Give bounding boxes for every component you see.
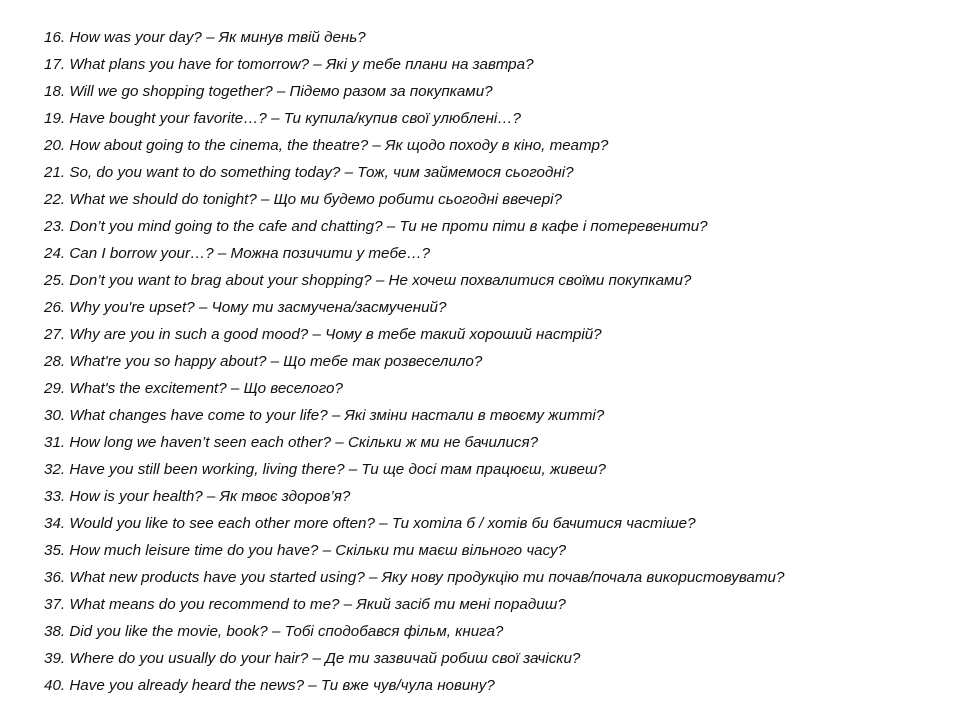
phrase-item-27: 27. Why are you in such a good mood? – Чому в тебе такий хороший настрій? [44,326,602,343]
phrase-item-20: 20. How about going to the cinema, the theatre? – Як щодо походу в кіно, театр? [44,137,609,154]
phrase-item-25: 25. Don’t you want to brag about your shopping? – Не хочеш похвалитися своїми покупками? [44,272,692,289]
phrase-item-22: 22. What we should do tonight? – Що ми будемо робити сьогодні ввечері? [44,191,562,208]
phrase-page [44,24,944,699]
phrase-item-32: 32. Have you still been working, living there? – Ти ще досі там працюєш, живеш? [44,461,606,478]
phrase-item-17: 17. What plans you have for tomorrow? – Які у тебе плани на завтра? [44,56,534,73]
phrase-item-39: 39. Where do you usually do your hair? – Де ти зазвичай робиш свої зачіски? [44,650,581,667]
phrase-item-28: 28. What're you so happy about? – Що тебе так розвеселило? [44,353,483,370]
phrase-item-24: 24. Can I borrow your…? – Можна позичити у тебе…? [44,245,431,262]
phrase-item-37: 37. What means do you recommend to me? – Який засіб ти мені порадиш? [44,596,566,613]
phrase-item-21: 21. So, do you want to do something today? – Тож, чим займемося сьогодні? [44,164,574,181]
phrase-item-36: 36. What new products have you started using? – Яку нову продукцію ти почав/почала використовувати? [44,569,785,586]
phrase-item-33: 33. How is your health? – Як твоє здоров’я? [44,488,351,505]
phrase-item-35: 35. How much leisure time do you have? – Скільки ти маєш вільного часу? [44,542,567,559]
phrase-item-29: 29. What's the excitement? – Що веселого? [44,380,343,397]
phrase-item-30: 30. What changes have come to your life? – Які зміни настали в твоєму житті? [44,407,605,424]
phrase-list [44,24,944,699]
phrase-item-31: 31. How long we haven’t seen each other? – Скільки ж ми не бачилися? [44,434,539,451]
phrase-item-40: 40. Have you already heard the news? – Ти вже чув/чула новину? [44,677,495,694]
phrase-item-38: 38. Did you like the movie, book? – Тобі сподобався фільм, книга? [44,623,504,640]
phrase-item-26: 26. Why you're upset? – Чому ти засмучена/засмучений? [44,299,447,316]
phrase-item-16: 16. How was your day? – Як минув твій день? [44,29,366,46]
phrase-item-19: 19. Have bought your favorite…? – Ти купила/купив свої улюблені…? [44,110,521,127]
phrase-item-18: 18. Will we go shopping together? – Підемо разом за покупками? [44,83,493,100]
phrase-item-23: 23. Don’t you mind going to the cafe and chatting? – Ти не проти піти в кафе і потеревенити? [44,218,708,235]
phrase-item-34: 34. Would you like to see each other more often? – Ти хотіла б / хотів би бачитися частіше? [44,515,696,532]
